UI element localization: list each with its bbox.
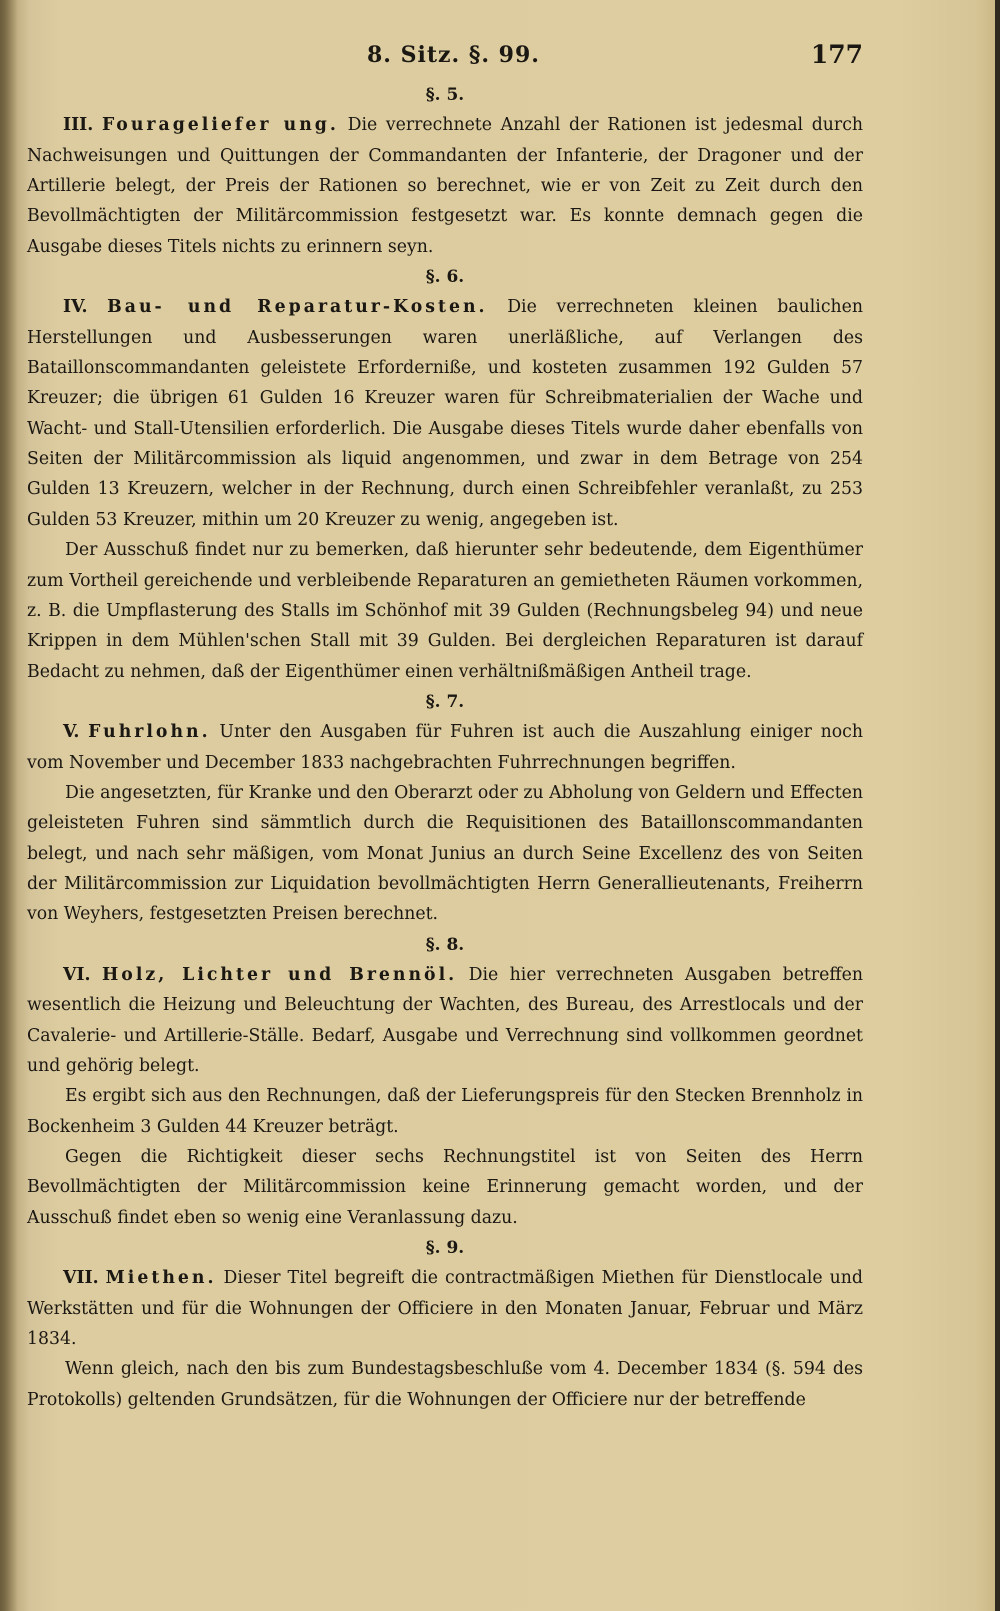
section-number: §. 9. — [425, 1238, 465, 1259]
running-header — [27, 40, 863, 80]
paragraph-text: Der Ausschuß findet nur zu bemerken, daß hierunter sehr bedeutende, dem Eigenthümer zum Vortheil gereichende und verbleibende Reparaturen an gemietheten Räumen vorkommen, z. B. die Umpflasterung des Stalls im Schönhof mit 39 Gulden (Rechnungsbeleg 94) und neue Krippen in dem Mühlen'schen Stall mit 39 Gulden. Bei dergleichen Reparaturen ist darauf Bedacht zu nehmen, daß der Eigenthümer einen verhältnißmäßigen Antheil trage. — [27, 540, 863, 682]
section-paragraph — [27, 1263, 863, 1354]
section-number: §. 6. — [425, 267, 465, 288]
section-title: Holz, Lichter und Brennöl. — [101, 964, 458, 985]
paragraph-text: Die verrechneten kleinen baulichen Herstellungen und Ausbesserungen waren unerläßliche, auf Verlangen des Bataillonscommandanten geleistete Erforderniße, und kosteten zusammen 192 Gulden 57 Kreuzer; die übrigen 61 Gulden 16 Kreuzer waren für Schreibmaterialien der Wache und Wacht- und Stall-Utensilien erforderlich. Die Ausgabe dieses Titels wurde daher ebenfalls von Seiten der Militärcommission als liquid angenommen, und zwar in dem Betrage von 254 Gulden 13 Kreuzern, welcher in der Rechnung, durch einen Schreibfehler veranlaßt, zu 253 Gulden 53 Kreuzer, mithin um 20 Kreuzer zu wenig, angegeben ist. — [27, 297, 863, 530]
paragraph-text: Unter den Ausgaben für Fuhren ist auch die Auszahlung einiger noch vom November und December 1833 nachgebrachten Fuhrrechnungen begriffen. — [27, 722, 863, 773]
paragraph-text: Dieser Titel begreift die contractmäßigen Miethen für Dienstlocale und Werkstätten und für die Wohnungen der Officiere in den Monaten Januar, Februar und März 1834. — [27, 1268, 863, 1350]
section-roman: V. — [63, 722, 80, 743]
section-number: §. 5. — [425, 85, 465, 105]
page-number: 177 — [810, 40, 863, 69]
section-roman: IV. — [63, 297, 88, 318]
section-paragraph — [27, 717, 863, 778]
page-content — [27, 40, 863, 1415]
page-spine-shadow — [0, 0, 18, 1611]
section-roman: VII. — [63, 1268, 99, 1289]
section-paragraph — [27, 110, 863, 262]
section-paragraph — [27, 960, 863, 1081]
section-number: §. 8. — [425, 934, 465, 955]
paragraph-text: Wenn gleich, nach den bis zum Bundestagsbeschluße vom 4. December 1834 (§. 594 des Protokolls) geltenden Grundsätzen, für die Wohnungen der Officiere nur der betreffende — [27, 1359, 863, 1410]
section-title: Miethen. — [105, 1268, 217, 1289]
section-paragraph — [27, 292, 863, 535]
section-title: Fourageliefer ung. — [101, 115, 339, 136]
paragraph-text: Die verrechnete Anzahl der Rationen ist jedesmal durch Nachweisungen und Quittungen der Commandanten der Infanterie, der Dragoner und der Artillerie belegt, der Preis der Rationen so berechnet, wie er von Zeit zu Zeit durch den Bevollmächtigten der Militärcommission festgesetzt war. Es konnte demnach gegen die Ausgabe dieses Titels nichts zu erinnern seyn. — [27, 115, 864, 257]
paragraph-text: Gegen die Richtigkeit dieser sechs Rechnungstitel ist von Seiten des Herrn Bevollmächtigten der Militärcommission keine Erinnerung gemacht worden, und der Ausschuß findet eben so wenig eine Veranlassung dazu. — [27, 1147, 863, 1228]
section-number: §. 7. — [425, 691, 465, 712]
section-roman: VI. — [63, 964, 91, 985]
section-title: Fuhrlohn. — [88, 722, 211, 743]
running-title: 8. Sitz. §. 99. — [367, 42, 540, 68]
section-title: Bau- und Reparatur-Kosten. — [107, 297, 488, 318]
paragraph-text: Die hier verrechneten Ausgaben betreffen wesentlich die Heizung und Beleuchtung der Wachten, des Bureau, des Arrestlocals und der Cavalerie- und Artillerie-Ställe. Bedarf, Ausgabe und Verrechnung sind vollkommen geordnet und gehörig belegt. — [27, 964, 863, 1076]
paragraph-text: Die angesetzten, für Kranke und den Oberarzt oder zu Abholung von Geldern und Effecten geleisteten Fuhren sind sämmtlich durch die Requisitionen des Bataillonscommandanten belegt, und nach sehr mäßigen, vom Monat Junius an durch Seine Excellenz des von Seiten der Militärcommission zur Liquidation bevollmächtigten Herrn Generallieutenants, Freiherrn von Weyhers, festgesetzten Preisen berechnet. — [27, 782, 863, 925]
paragraph-text: Es ergibt sich aus den Rechnungen, daß der Lieferungspreis für den Stecken Brennholz in Bockenheim 3 Gulden 44 Kreuzer beträgt. — [27, 1086, 863, 1137]
section-roman: III. — [63, 115, 94, 136]
